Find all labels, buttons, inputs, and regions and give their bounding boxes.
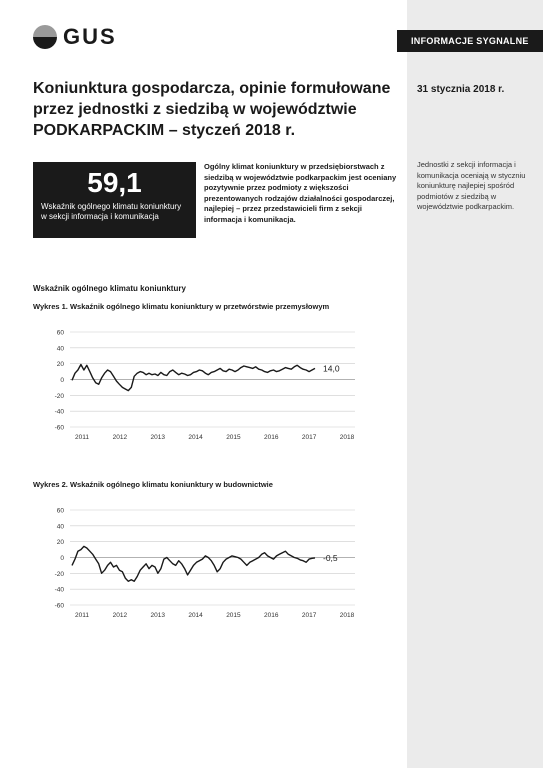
y-tick-label: 0	[60, 555, 64, 562]
y-tick-label: 40	[56, 523, 64, 531]
x-tick-label: 2013	[150, 434, 165, 441]
y-tick-label: 20	[56, 361, 64, 369]
last-value-label: 14,0	[323, 363, 340, 374]
title-line: Koniunktura gospodarcza, opinie formułowane	[33, 80, 391, 97]
last-value-label: -0,5	[323, 552, 338, 563]
page-title	[33, 78, 393, 141]
y-tick-label: 60	[56, 329, 64, 337]
publication-type-badge: INFORMACJE SYGNALNE	[397, 30, 543, 52]
series-line	[72, 365, 315, 391]
chart-2	[33, 500, 403, 640]
x-tick-label: 2012	[112, 434, 128, 441]
y-tick-label: -40	[54, 586, 64, 594]
y-tick-label: 20	[56, 539, 64, 547]
x-tick-label: 2015	[226, 434, 241, 441]
x-tick-label: 2017	[301, 612, 317, 619]
x-tick-label: 2013	[150, 612, 165, 619]
chart-1-title: Wykres 1. Wskaźnik ogólnego klimatu koniunktury w przetwórstwie przemysłowym	[33, 302, 330, 311]
side-note: Jednostki z sekcji informacja i komunikacja oceniają w styczniu koniunkturę najlepiej spośród podmiotów z siedzibą w województwie podkarpackim.	[417, 160, 526, 211]
title-line: PODKARPACKIM – styczeń 2018 r.	[33, 122, 296, 139]
publication-date: 31 stycznia 2018 r.	[417, 84, 505, 95]
x-tick-label: 2016	[264, 434, 279, 441]
series-line	[72, 546, 315, 581]
gus-logo-icon	[33, 25, 57, 49]
chart-1	[33, 322, 403, 462]
x-tick-label: 2011	[75, 612, 89, 619]
kpi-box	[33, 162, 196, 238]
y-tick-label: 40	[56, 345, 64, 353]
x-tick-label: 2017	[301, 434, 317, 441]
x-tick-label: 2018	[339, 434, 355, 441]
x-tick-label: 2016	[264, 612, 279, 619]
gus-logo	[33, 24, 117, 50]
x-tick-label: 2012	[112, 612, 128, 619]
y-tick-label: 60	[56, 507, 64, 515]
x-tick-label: 2011	[75, 434, 89, 441]
section-title: Wskaźnik ogólnego klimatu koniunktury	[33, 284, 186, 293]
y-tick-label: -20	[54, 392, 64, 400]
x-tick-label: 2015	[226, 612, 241, 619]
sidebar-panel	[407, 0, 543, 768]
y-tick-label: -60	[54, 602, 64, 610]
y-tick-label: -40	[54, 408, 64, 416]
kpi-value: 59,1	[87, 167, 142, 198]
title-line: przez jednostki z siedzibą w województwie	[33, 101, 357, 118]
x-tick-label: 2018	[339, 612, 355, 619]
x-tick-label: 2014	[188, 434, 203, 441]
logo-text: GUS	[63, 24, 117, 49]
y-tick-label: -20	[54, 570, 64, 578]
chart-2-title: Wykres 2. Wskaźnik ogólnego klimatu koniunktury w budownictwie	[33, 480, 273, 489]
y-tick-label: -60	[54, 424, 64, 432]
x-tick-label: 2014	[188, 612, 203, 619]
kpi-label: Wskaźnik ogólnego klimatu koniunktury w sekcji informacja i komunikacja	[41, 202, 182, 221]
lead-paragraph: Ogólny klimat koniunktury w przedsiębiorstwach z siedzibą w województwie podkarpackim jest oceniany pozytywnie przez podmioty z większości prezentowanych rodzajów działalności gospodarczej, najlepiej – przez przedstawicieli firm z sekcji informacja i komunikacja.	[204, 162, 397, 224]
y-tick-label: 0	[60, 377, 64, 384]
